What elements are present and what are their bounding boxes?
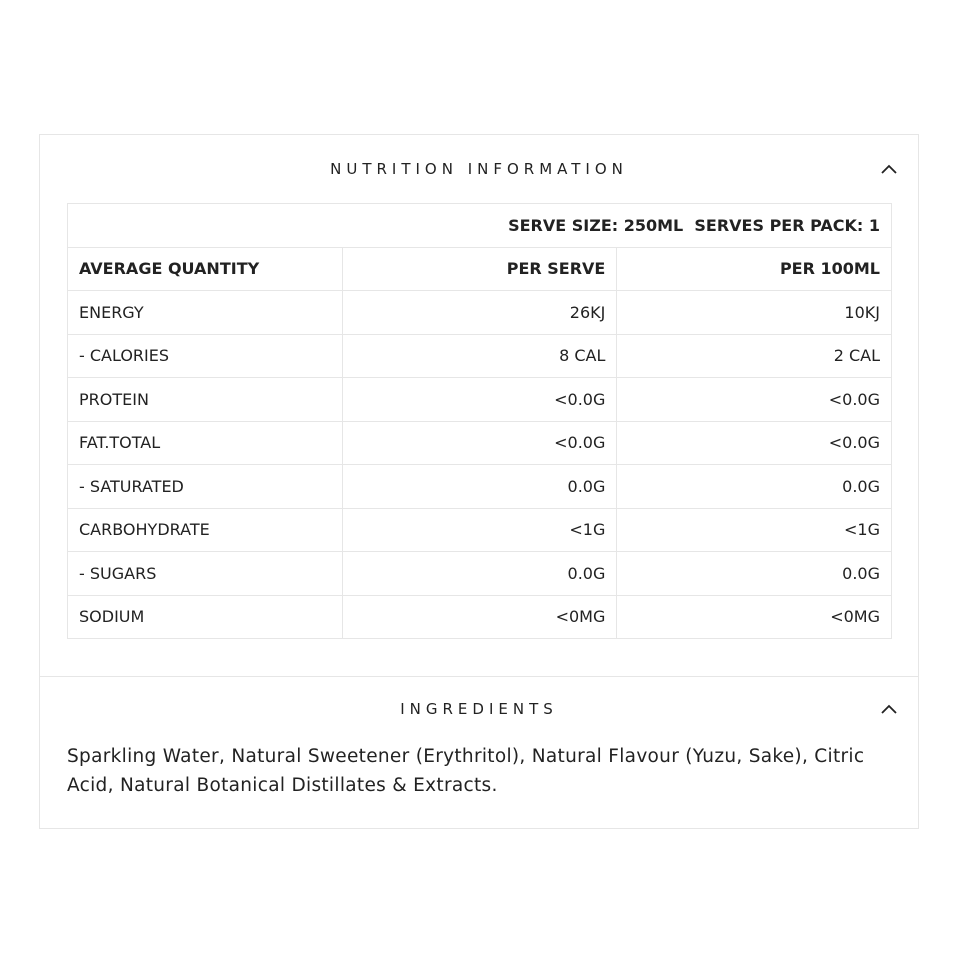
ingredients-text: Sparkling Water, Natural Sweetener (Erythritol), Natural Flavour (Yuzu, Sake), Citric Acid, Natural Botanical Distillates & Extracts. bbox=[67, 746, 865, 796]
table-row bbox=[68, 465, 892, 509]
per-100ml-value: <0.0G bbox=[617, 421, 892, 465]
serve-info: SERVE SIZE: 250ML SERVES PER PACK: 1 bbox=[68, 204, 892, 248]
table-row bbox=[68, 421, 892, 465]
nutrient-name: CARBOHYDRATE bbox=[68, 508, 343, 552]
table-row bbox=[68, 508, 892, 552]
table-row bbox=[68, 595, 892, 639]
column-header-per-serve: PER SERVE bbox=[342, 247, 617, 291]
per-serve-value: <0MG bbox=[342, 595, 617, 639]
ingredients-title: INGREDIENTS bbox=[400, 700, 558, 718]
ingredients-section bbox=[40, 676, 918, 800]
nutrient-name: - CALORIES bbox=[68, 334, 343, 378]
column-header-per-100ml: PER 100ML bbox=[617, 247, 892, 291]
nutrition-section-header[interactable] bbox=[40, 135, 918, 203]
per-100ml-value: <1G bbox=[617, 508, 892, 552]
nutrient-name: - SATURATED bbox=[68, 465, 343, 509]
ingredients-section-header[interactable] bbox=[40, 676, 918, 742]
per-100ml-value: 2 CAL bbox=[617, 334, 892, 378]
nutrition-title: NUTRITION INFORMATION bbox=[330, 160, 628, 178]
table-header-row bbox=[68, 247, 892, 291]
product-info-panel bbox=[39, 134, 919, 829]
per-100ml-value: <0MG bbox=[617, 595, 892, 639]
column-header-average-quantity: AVERAGE QUANTITY bbox=[68, 247, 343, 291]
per-100ml-value: <0.0G bbox=[617, 378, 892, 422]
per-serve-value: <1G bbox=[342, 508, 617, 552]
per-serve-value: <0.0G bbox=[342, 421, 617, 465]
table-row bbox=[68, 291, 892, 335]
per-serve-value: 0.0G bbox=[342, 465, 617, 509]
nutrient-name: ENERGY bbox=[68, 291, 343, 335]
per-100ml-value: 0.0G bbox=[617, 552, 892, 596]
per-100ml-value: 10KJ bbox=[617, 291, 892, 335]
per-serve-value: 0.0G bbox=[342, 552, 617, 596]
nutrition-table-wrapper bbox=[67, 203, 892, 639]
nutrient-name: SODIUM bbox=[68, 595, 343, 639]
nutrient-name: FAT.TOTAL bbox=[68, 421, 343, 465]
per-serve-value: 8 CAL bbox=[342, 334, 617, 378]
table-row bbox=[68, 334, 892, 378]
table-row bbox=[68, 552, 892, 596]
per-100ml-value: 0.0G bbox=[617, 465, 892, 509]
chevron-up-icon[interactable] bbox=[880, 700, 898, 718]
nutrient-name: PROTEIN bbox=[68, 378, 343, 422]
nutrient-name: - SUGARS bbox=[68, 552, 343, 596]
per-serve-value: <0.0G bbox=[342, 378, 617, 422]
table-row bbox=[68, 378, 892, 422]
chevron-up-icon[interactable] bbox=[880, 160, 898, 178]
per-serve-value: 26KJ bbox=[342, 291, 617, 335]
serve-info-row bbox=[68, 204, 892, 248]
nutrition-table bbox=[67, 203, 892, 639]
